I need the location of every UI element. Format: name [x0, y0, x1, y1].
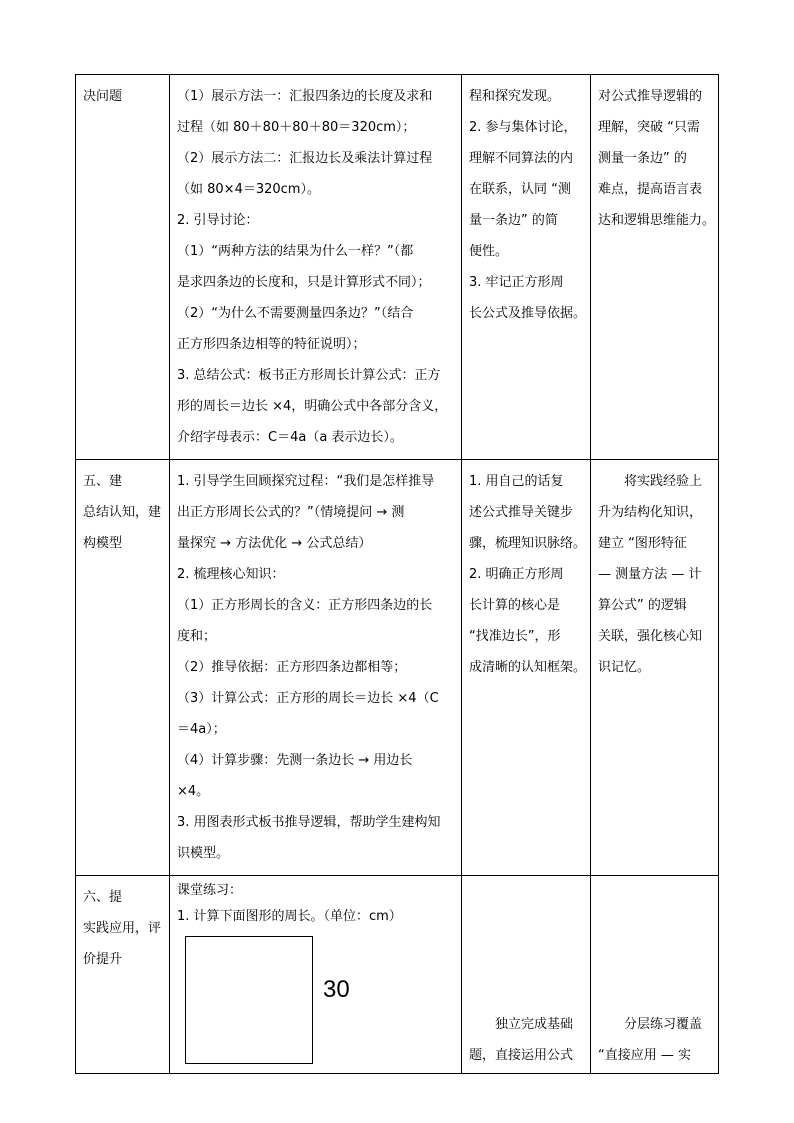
student-line: 述公式推导关键步: [469, 505, 574, 520]
student-line: 长计算的核心是: [469, 598, 561, 613]
student-line: 2. 参与集体讨论，: [469, 120, 577, 135]
stage-cell: [76, 75, 170, 460]
stage-line: 六、提: [83, 890, 123, 905]
teacher-activity-cell: [170, 75, 462, 460]
teacher-line: 量探究 → 方法优化 → 公式总结）: [177, 536, 372, 551]
teacher-line: 2. 梳理核心知识：: [177, 567, 285, 582]
design-intent-cell: [591, 876, 719, 1074]
teacher-line: 3. 总结公式：板书正方形周长计算公式：正方: [177, 368, 441, 383]
teacher-line: ＝4a）；: [177, 722, 226, 737]
stage-line: 构模型: [83, 536, 123, 551]
teacher-line: 度和；: [177, 629, 217, 644]
student-line: 成清晰的认知框架。: [469, 660, 587, 675]
stage-line: 实践应用，评: [83, 921, 162, 936]
intent-line: 分层练习覆盖: [624, 1017, 703, 1032]
teacher-line: （1）展示方法一：汇报四条边的长度及求和: [177, 89, 433, 104]
student-line: 1. 用自己的话复: [469, 474, 564, 489]
teacher-line: 是求四条边的长度和，只是计算形式不同）；: [177, 275, 431, 290]
table-row: [76, 876, 719, 1074]
practice-question: 1. 计算下面图形的周长。（单位：cm）: [177, 909, 402, 924]
student-line: 骤，梳理知识脉络。: [469, 536, 587, 551]
teacher-line: （3）计算公式：正方形的周长＝边长 ×4（C: [177, 691, 439, 706]
teacher-activity-cell: [170, 460, 462, 876]
student-text-block: [469, 1009, 584, 1071]
student-activity-cell: [462, 876, 591, 1074]
stage-cell: [76, 876, 170, 1074]
intent-line: 识记忆。: [598, 660, 651, 675]
teacher-line: （如 80×4＝320cm）。: [177, 182, 320, 197]
student-line: 2. 明确正方形周: [469, 567, 564, 582]
intent-text-block: [598, 1009, 712, 1071]
teacher-line: （2）“为什么不需要测量四条边？”（结合: [177, 306, 414, 321]
student-line: 长公式及推导依据。: [469, 306, 587, 321]
intent-line: 关联，强化核心知: [598, 629, 703, 644]
stage-cell: [76, 460, 170, 876]
student-activity-cell: [462, 75, 591, 460]
student-line: 题，直接运用公式: [469, 1048, 574, 1063]
intent-line: 建立 “图形特征: [598, 536, 687, 551]
intent-line: — 测量方法 — 计: [598, 567, 702, 582]
student-line: 理解不同算法的内: [469, 151, 574, 166]
teacher-line: 过程（如 80＋80＋80＋80＝320cm）；: [177, 120, 416, 135]
student-line: “找准边长”，形: [469, 629, 561, 644]
practice-cell: [170, 876, 462, 1074]
teacher-line: 识模型。: [177, 846, 230, 861]
student-line: 程和探究发现。: [469, 89, 561, 104]
square-figure: [185, 936, 313, 1064]
intent-line: 算公式” 的逻辑: [598, 598, 687, 613]
stage-line: 价提升: [83, 952, 123, 967]
teacher-line: 形的周长＝边长 ×4，明确公式中各部分含义，: [177, 399, 448, 414]
lesson-plan-table: [75, 74, 719, 1074]
square-side-label: 30: [323, 976, 350, 1003]
student-line: 量一条边” 的简: [469, 213, 558, 228]
teacher-line: （1）正方形周长的含义：正方形四条边的长: [177, 598, 433, 613]
intent-line: 升为结构化知识，: [598, 505, 703, 520]
stage-line: 总结认知，建: [83, 505, 162, 520]
teacher-line: 1. 引导学生回顾探究过程：“我们是怎样推导: [177, 474, 435, 489]
teacher-line: 介绍字母表示：C＝4a（a 表示边长）。: [177, 430, 403, 445]
intent-line: 将实践经验上: [624, 474, 703, 489]
student-line: 便性。: [469, 244, 509, 259]
intent-line: 难点，提高语言表: [598, 182, 703, 197]
intent-line: “直接应用 — 实: [598, 1048, 691, 1063]
intent-line: 达和逻辑思维能力。: [598, 213, 716, 228]
design-intent-cell: [591, 75, 719, 460]
teacher-line: （2）展示方法二：汇报边长及乘法计算过程: [177, 151, 433, 166]
practice-heading: 课堂练习：: [177, 883, 243, 898]
stage-line: 决问题: [83, 89, 123, 104]
teacher-line: （4）计算步骤：先测一条边长 → 用边长: [177, 753, 413, 768]
teacher-line: 正方形四条边相等的特征说明）；: [177, 337, 366, 352]
student-activity-cell: [462, 460, 591, 876]
teacher-line: 2. 引导讨论：: [177, 213, 259, 228]
teacher-line: （2）推导依据：正方形四条边都相等；: [177, 660, 407, 675]
intent-line: 对公式推导逻辑的: [598, 89, 703, 104]
teacher-line: 3. 用图表形式板书推导逻辑，帮助学生建构知: [177, 815, 441, 830]
student-line: 独立完成基础: [495, 1017, 574, 1032]
design-intent-cell: [591, 460, 719, 876]
teacher-line: 出正方形周长公式的？”（情境提问 → 测: [177, 505, 405, 520]
intent-line: 测量一条边” 的: [598, 151, 687, 166]
table-row: [76, 460, 719, 876]
student-line: 3. 牢记正方形周: [469, 275, 564, 290]
stage-line: 五、建: [83, 474, 123, 489]
practice-area: [177, 878, 455, 1058]
student-line: 在联系，认同 “测: [469, 182, 571, 197]
teacher-line: ×4。: [177, 784, 210, 799]
teacher-line: （1）“两种方法的结果为什么一样？”（都: [177, 244, 414, 259]
intent-line: 理解，突破 “只需: [598, 120, 700, 135]
table-row: [76, 75, 719, 460]
